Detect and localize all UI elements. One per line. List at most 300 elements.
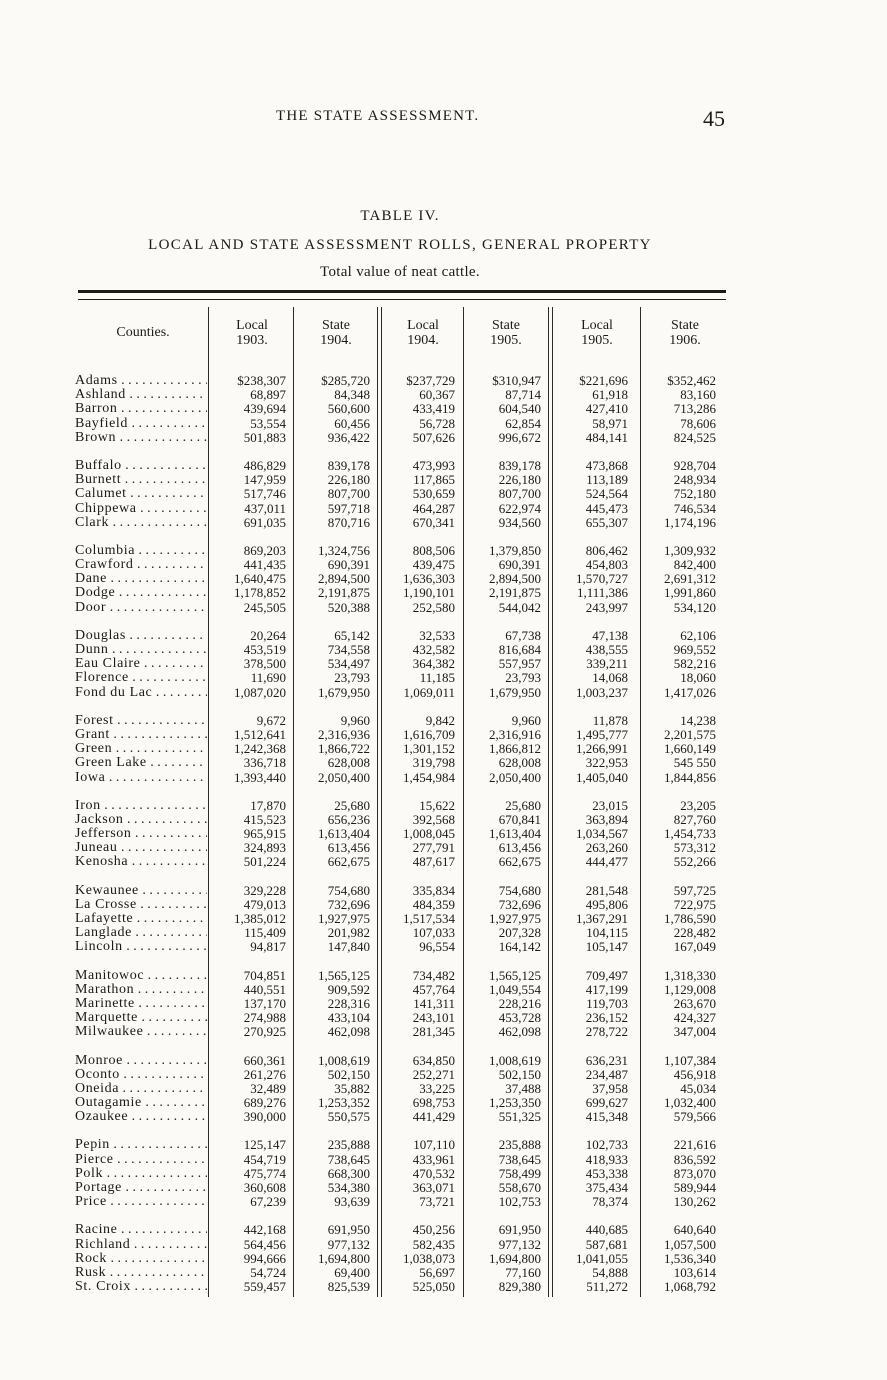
value-local-1905: 1,405,040: [576, 769, 628, 785]
county-name: Rusk . . .: [75, 1266, 207, 1280]
value-local-1905: 655,307: [585, 514, 628, 530]
value-local-1903: 660,361: [243, 1052, 286, 1068]
column-header-year: 1904.: [320, 333, 352, 348]
value-local-1903: 20,264: [250, 627, 286, 643]
value-state-1906: 456,918: [673, 1066, 716, 1082]
value-local-1905: 1,495,777: [576, 726, 628, 742]
value-state-1905: 25,680: [505, 797, 541, 813]
value-local-1904: 1,038,073: [403, 1250, 455, 1266]
value-local-1904: 11,185: [419, 670, 455, 686]
value-local-1903: 17,870: [250, 797, 286, 813]
county-group: [0, 714, 887, 785]
county-name: Oconto . . .: [75, 1068, 207, 1082]
county-name: Brown . . .: [75, 431, 207, 445]
value-state-1906: 14,238: [680, 712, 716, 728]
value-state-1905: 23,793: [505, 670, 541, 686]
column-header-year: 1904.: [407, 333, 439, 348]
value-local-1904: 141,311: [413, 995, 455, 1011]
value-local-1905: 11,878: [592, 712, 628, 728]
value-local-1903: 274,988: [243, 1010, 286, 1026]
value-state-1905: 758,499: [498, 1165, 541, 1181]
county-name: Langlade . . .: [75, 926, 207, 940]
table-row: [0, 912, 887, 926]
table-row: [0, 1252, 887, 1266]
value-local-1904: $237,729: [406, 373, 455, 388]
value-state-1905: 67,738: [505, 627, 541, 643]
value-local-1904: 808,506: [412, 542, 455, 558]
value-local-1904: 507,626: [412, 429, 455, 445]
value-local-1905: 699,627: [585, 1095, 628, 1111]
value-state-1905: 557,957: [498, 656, 541, 672]
value-local-1904: 441,429: [412, 1109, 455, 1125]
value-local-1903: 1,393,440: [234, 769, 286, 785]
page-number: 45: [703, 106, 725, 131]
column-header-line: State: [492, 318, 520, 333]
value-local-1905: 438,555: [585, 642, 628, 657]
value-state-1904: 1,679,950: [318, 684, 370, 700]
value-local-1903: 67,239: [250, 1194, 286, 1210]
county-name: Adams . . .: [75, 374, 207, 388]
value-state-1906: 221,616: [673, 1137, 716, 1153]
value-local-1904: 60,367: [419, 387, 455, 403]
value-state-1904: 691,950: [327, 1222, 370, 1238]
value-local-1905: 636,231: [585, 1052, 628, 1068]
table-top-rule-thick: [78, 290, 726, 293]
value-local-1904: 464,287: [412, 500, 455, 516]
table-row: [0, 388, 887, 402]
value-state-1906: 18,060: [680, 670, 716, 686]
table-row: [0, 1223, 887, 1237]
value-state-1904: 1,866,722: [318, 741, 370, 757]
value-state-1906: 23,205: [680, 797, 716, 813]
county-name: Door . . .: [75, 601, 207, 615]
value-state-1905: $310,947: [492, 373, 541, 388]
value-state-1905: 738,645: [498, 1151, 541, 1167]
county-name: Ashland . . .: [75, 388, 207, 402]
county-group: [0, 544, 887, 615]
value-local-1905: 102,733: [585, 1137, 628, 1153]
value-state-1904: 201,982: [327, 925, 370, 941]
value-state-1905: 9,960: [511, 712, 541, 728]
value-state-1905: 754,680: [498, 882, 541, 898]
value-state-1905: 1,694,800: [489, 1250, 541, 1266]
value-local-1904: 1,616,709: [403, 726, 455, 742]
value-local-1903: 94,817: [250, 939, 286, 955]
value-state-1904: 9,960: [340, 712, 370, 728]
value-local-1903: 689,276: [243, 1095, 286, 1111]
value-state-1905: 1,866,812: [489, 741, 541, 757]
county-group: [0, 374, 887, 445]
value-state-1906: 1,107,384: [664, 1052, 716, 1068]
county-group: [0, 1138, 887, 1209]
value-state-1906: 873,070: [673, 1165, 716, 1181]
table-subcaption: Total value of neat cattle.: [320, 264, 480, 280]
county-name: Bayfield . . .: [75, 417, 207, 431]
value-local-1903: 440,551: [243, 981, 286, 997]
value-state-1906: 263,670: [673, 995, 716, 1011]
county-name: Juneau . . .: [75, 841, 207, 855]
value-local-1903: 501,883: [243, 429, 286, 445]
value-local-1905: 234,487: [585, 1066, 628, 1082]
value-local-1905: 1,034,567: [576, 826, 628, 842]
column-header-line: Local: [236, 318, 268, 333]
county-name: Price . . .: [75, 1195, 207, 1209]
value-state-1904: 147,840: [327, 939, 370, 955]
value-local-1903: 261,276: [243, 1066, 286, 1082]
county-name: Marathon . . .: [75, 983, 207, 997]
value-state-1906: 597,725: [673, 882, 716, 898]
county-name: Burnett . . .: [75, 473, 207, 487]
value-local-1905: 375,434: [585, 1180, 628, 1195]
value-state-1906: 573,312: [673, 840, 716, 856]
county-name: Chippewa . . .: [75, 502, 207, 516]
column-header-line: Local: [407, 318, 439, 333]
value-local-1905: 281,548: [585, 882, 628, 898]
county-name: Fond du Lac . . .: [75, 686, 207, 700]
value-state-1905: 816,684: [498, 642, 541, 657]
value-local-1904: 363,071: [412, 1180, 455, 1195]
county-name: Pepin . . .: [75, 1138, 207, 1152]
table-row: [0, 572, 887, 586]
value-state-1906: 62,106: [680, 627, 716, 643]
value-local-1903: 11,690: [250, 670, 286, 686]
value-state-1904: 23,793: [334, 670, 370, 686]
value-state-1904: 226,180: [327, 472, 370, 488]
value-state-1904: 732,696: [327, 896, 370, 912]
value-local-1905: 709,497: [585, 967, 628, 983]
county-name: Forest . . .: [75, 714, 207, 728]
value-state-1904: 613,456: [327, 840, 370, 856]
value-state-1904: 93,639: [334, 1194, 370, 1210]
value-local-1905: 61,918: [592, 387, 628, 403]
value-local-1905: 278,722: [585, 1024, 628, 1040]
county-name: Grant . . .: [75, 728, 207, 742]
value-state-1904: 2,894,500: [318, 571, 370, 587]
value-state-1905: 453,728: [498, 1010, 541, 1026]
value-state-1905: 807,700: [498, 486, 541, 502]
value-local-1904: 107,033: [412, 925, 455, 941]
table-row: [0, 459, 887, 473]
value-local-1904: 433,961: [412, 1151, 455, 1167]
table-row: [0, 926, 887, 940]
column-header-year: 1905.: [490, 333, 522, 348]
value-state-1904: $285,720: [321, 373, 370, 388]
value-local-1905: 263,260: [585, 840, 628, 856]
value-state-1904: 1,694,800: [318, 1250, 370, 1266]
value-local-1904: 525,050: [412, 1279, 455, 1295]
value-local-1905: 37,958: [592, 1080, 628, 1096]
table-row: [0, 1153, 887, 1167]
value-state-1904: 738,645: [327, 1151, 370, 1167]
value-state-1905: 839,178: [498, 457, 541, 473]
table-row: [0, 1054, 887, 1068]
value-state-1904: 690,391: [327, 557, 370, 573]
value-state-1906: 836,592: [673, 1151, 716, 1167]
value-local-1903: 517,746: [243, 486, 286, 502]
value-state-1904: 662,675: [327, 854, 370, 870]
value-local-1905: 23,015: [592, 797, 628, 813]
value-local-1904: 1,454,984: [403, 769, 455, 785]
value-state-1905: 690,391: [498, 557, 541, 573]
value-state-1906: 589,944: [673, 1180, 716, 1195]
county-name: Buffalo . . .: [75, 459, 207, 473]
county-group: [0, 459, 887, 530]
table-title: TABLE IV.: [360, 208, 440, 224]
value-state-1906: 746,534: [673, 500, 716, 516]
column-header-local-1903: [212, 318, 292, 348]
table-row: [0, 1110, 887, 1124]
county-name: Barron . . .: [75, 402, 207, 416]
value-state-1906: 1,032,400: [664, 1095, 716, 1111]
value-local-1905: 104,115: [586, 925, 628, 941]
value-local-1903: 475,774: [243, 1165, 286, 1181]
value-local-1903: 125,147: [243, 1137, 286, 1153]
value-state-1906: 167,049: [673, 939, 716, 955]
value-state-1905: 558,670: [498, 1180, 541, 1195]
value-state-1904: 870,716: [327, 514, 370, 530]
value-state-1905: 2,191,875: [489, 585, 541, 601]
value-local-1905: 495,806: [585, 896, 628, 912]
value-state-1906: 83,160: [680, 387, 716, 403]
value-local-1904: 439,475: [412, 557, 455, 573]
value-state-1906: 928,704: [673, 457, 716, 473]
table-caption: LOCAL AND STATE ASSESSMENT ROLLS, GENERAL PROPERTY: [148, 237, 652, 253]
value-state-1904: 69,400: [334, 1264, 370, 1280]
county-name: Douglas . . .: [75, 629, 207, 643]
value-local-1905: 484,141: [585, 429, 628, 445]
table-top-rule-thin: [78, 299, 726, 300]
table-row: [0, 558, 887, 572]
value-local-1905: 58,971: [592, 415, 628, 431]
value-state-1904: 807,700: [327, 486, 370, 502]
value-state-1906: 1,536,340: [664, 1250, 716, 1266]
table-row: [0, 1167, 887, 1181]
value-local-1904: 487,617: [412, 854, 455, 870]
value-local-1903: 137,170: [243, 995, 286, 1011]
table-row: [0, 940, 887, 954]
value-state-1906: 2,201,575: [664, 726, 716, 742]
value-local-1903: 441,435: [243, 557, 286, 573]
value-state-1905: 604,540: [498, 401, 541, 417]
table-row: [0, 983, 887, 997]
value-state-1904: 520,388: [327, 599, 370, 615]
value-local-1903: 53,554: [250, 415, 286, 431]
table-row: [0, 1266, 887, 1280]
value-local-1904: 277,791: [412, 840, 455, 856]
table-row: [0, 1138, 887, 1152]
value-state-1904: 1,008,619: [318, 1052, 370, 1068]
value-local-1905: 415,348: [585, 1109, 628, 1125]
value-local-1904: 582,435: [412, 1236, 455, 1252]
county-name: Dunn . . .: [75, 643, 207, 657]
value-local-1904: 319,798: [412, 755, 455, 771]
value-state-1905: 622,974: [498, 500, 541, 516]
value-local-1904: 433,419: [412, 401, 455, 417]
value-state-1905: 37,488: [505, 1080, 541, 1096]
value-state-1906: 722,975: [673, 896, 716, 912]
value-state-1906: 842,400: [673, 557, 716, 573]
value-state-1904: 228,316: [327, 995, 370, 1011]
value-local-1904: 252,580: [412, 599, 455, 615]
value-state-1906: 424,327: [673, 1010, 716, 1026]
value-local-1903: 1,640,475: [234, 571, 286, 587]
county-name: Monroe . . .: [75, 1054, 207, 1068]
table-row: [0, 1068, 887, 1082]
value-local-1903: 439,694: [243, 401, 286, 417]
value-local-1903: 115,409: [244, 925, 286, 941]
county-name: Oneida . . .: [75, 1082, 207, 1096]
value-state-1905: 1,613,404: [489, 826, 541, 842]
value-local-1904: 1,069,011: [403, 684, 455, 700]
value-state-1904: 656,236: [327, 811, 370, 827]
value-state-1904: 936,422: [327, 429, 370, 445]
table-row: [0, 586, 887, 600]
value-local-1905: 78,374: [592, 1194, 628, 1210]
value-local-1905: 806,462: [585, 542, 628, 558]
value-state-1905: 502,150: [498, 1066, 541, 1082]
value-local-1905: 236,152: [585, 1010, 628, 1026]
county-name: Calumet . . .: [75, 487, 207, 501]
table-row: [0, 1096, 887, 1110]
value-local-1903: 691,035: [243, 514, 286, 530]
value-state-1905: 1,927,975: [489, 911, 541, 926]
value-state-1905: 544,042: [498, 599, 541, 615]
value-state-1905: 2,050,400: [489, 769, 541, 785]
county-name: Jefferson . . .: [75, 827, 207, 841]
table-row: [0, 544, 887, 558]
value-local-1905: 427,410: [585, 401, 628, 417]
county-name: Iron . . .: [75, 799, 207, 813]
value-local-1903: 270,925: [243, 1024, 286, 1040]
value-local-1903: 1,512,641: [234, 726, 286, 742]
value-local-1903: 32,489: [250, 1080, 286, 1096]
value-state-1906: 248,934: [673, 472, 716, 488]
value-state-1906: 824,525: [673, 429, 716, 445]
value-local-1903: 415,523: [243, 811, 286, 827]
value-local-1905: 105,147: [585, 939, 628, 955]
value-state-1906: 752,180: [673, 486, 716, 502]
value-state-1905: 2,894,500: [489, 571, 541, 587]
county-name: La Crosse . . .: [75, 898, 207, 912]
column-header-line: State: [322, 318, 350, 333]
value-local-1903: 486,829: [243, 457, 286, 473]
value-local-1905: $221,696: [579, 373, 628, 388]
value-state-1904: 1,565,125: [318, 967, 370, 983]
value-state-1906: 640,640: [673, 1222, 716, 1238]
value-state-1905: 235,888: [498, 1137, 541, 1153]
column-header-local-1904: [384, 318, 462, 348]
table-row: [0, 374, 887, 388]
table-row: [0, 997, 887, 1011]
value-state-1905: 1,049,554: [489, 981, 541, 997]
value-state-1905: 691,950: [498, 1222, 541, 1238]
county-name: Crawford . . .: [75, 558, 207, 572]
value-local-1904: 252,271: [412, 1066, 455, 1082]
value-local-1904: 450,256: [412, 1222, 455, 1238]
value-local-1904: 634,850: [412, 1052, 455, 1068]
table-row: [0, 898, 887, 912]
value-local-1904: 473,993: [412, 457, 455, 473]
value-state-1905: 613,456: [498, 840, 541, 856]
value-local-1903: 965,915: [243, 826, 286, 842]
county-name: Manitowoc . . .: [75, 969, 207, 983]
value-local-1903: 437,011: [244, 500, 286, 516]
value-local-1903: 501,224: [243, 854, 286, 870]
value-state-1906: 1,057,500: [664, 1236, 716, 1252]
table-row: [0, 884, 887, 898]
value-state-1904: 825,539: [327, 1279, 370, 1295]
county-name: Green . . .: [75, 742, 207, 756]
column-header-year: 1905.: [581, 333, 613, 348]
value-state-1904: 668,300: [327, 1165, 370, 1181]
table-row: [0, 1025, 887, 1039]
value-state-1906: 347,004: [673, 1024, 716, 1040]
value-local-1903: 994,666: [243, 1250, 286, 1266]
value-state-1904: 597,718: [327, 500, 370, 516]
county-name: Florence . . .: [75, 671, 207, 685]
county-name: Marinette . . .: [75, 997, 207, 1011]
value-local-1905: 339,211: [586, 656, 628, 672]
value-local-1904: 15,622: [419, 797, 455, 813]
table-row: [0, 671, 887, 685]
value-state-1904: 1,613,404: [318, 826, 370, 842]
value-local-1905: 322,953: [585, 755, 628, 771]
value-local-1905: 587,681: [585, 1236, 628, 1252]
value-state-1904: 65,142: [334, 627, 370, 643]
value-local-1903: 454,719: [243, 1151, 286, 1167]
column-header-local-1905: [556, 318, 638, 348]
value-state-1906: 103,614: [673, 1264, 716, 1280]
column-header-year: 1906.: [669, 333, 701, 348]
value-local-1904: 96,554: [419, 939, 455, 955]
county-table-body: [0, 374, 887, 1308]
value-state-1906: 1,129,008: [664, 981, 716, 997]
value-state-1904: 839,178: [327, 457, 370, 473]
column-header-year: 1903.: [236, 333, 268, 348]
value-local-1904: 9,842: [425, 712, 455, 728]
table-row: [0, 799, 887, 813]
county-name: Lafayette . . .: [75, 912, 207, 926]
county-group: [0, 884, 887, 955]
value-state-1904: 502,150: [327, 1066, 370, 1082]
table-row: [0, 969, 887, 983]
value-local-1905: 454,803: [585, 557, 628, 573]
county-name: Iowa . . .: [75, 771, 207, 785]
value-state-1905: 732,696: [498, 896, 541, 912]
column-header-state-1906: [644, 318, 726, 348]
value-local-1903: 68,897: [250, 387, 286, 403]
value-local-1905: 440,685: [585, 1222, 628, 1238]
value-local-1904: 734,482: [412, 967, 455, 983]
county-name: Kewaunee . . .: [75, 884, 207, 898]
value-state-1904: 560,600: [327, 401, 370, 417]
table-row: [0, 855, 887, 869]
value-local-1903: 336,718: [243, 755, 286, 771]
value-state-1904: 534,497: [327, 656, 370, 672]
value-state-1904: 462,098: [327, 1024, 370, 1040]
value-state-1905: 228,216: [498, 995, 541, 1011]
value-state-1906: 1,068,792: [664, 1279, 716, 1295]
value-local-1904: 457,764: [412, 981, 455, 997]
value-state-1905: 1,253,350: [489, 1095, 541, 1111]
value-local-1903: 147,959: [243, 472, 286, 488]
value-state-1904: 754,680: [327, 882, 370, 898]
table-row: [0, 629, 887, 643]
value-state-1905: 164,142: [498, 939, 541, 955]
value-local-1905: 47,138: [592, 627, 628, 643]
table-row: [0, 516, 887, 530]
value-state-1906: 552,266: [673, 854, 716, 870]
